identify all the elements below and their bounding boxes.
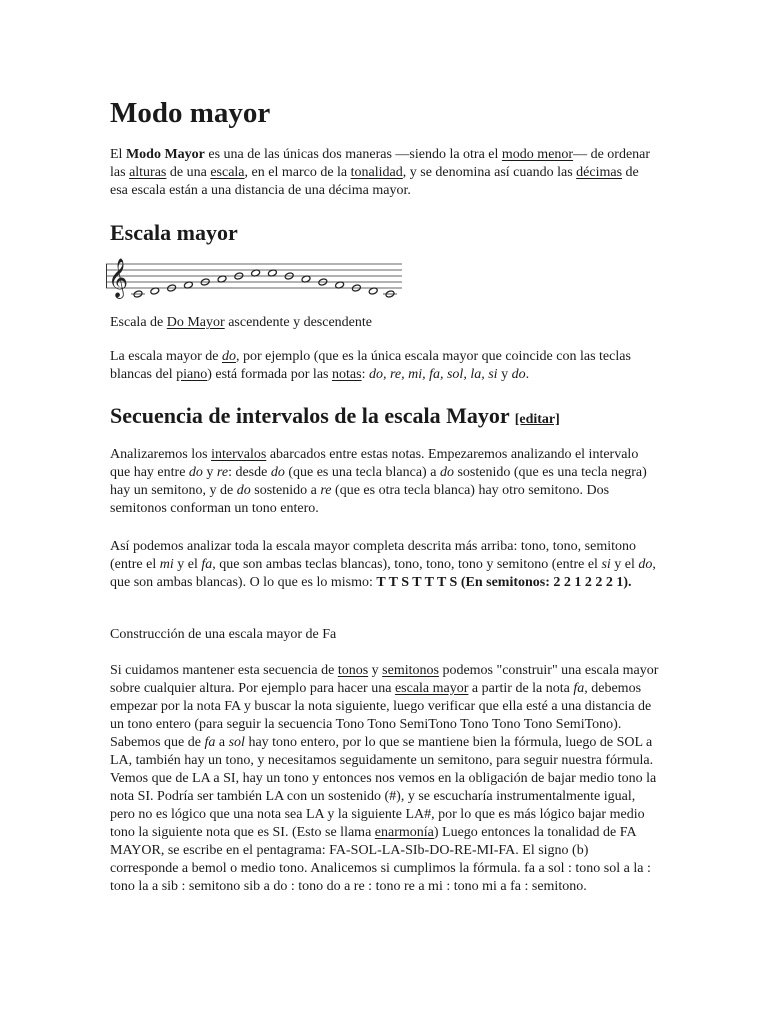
note-name: mi [159, 557, 174, 572]
link-notas[interactable]: notas [332, 367, 362, 382]
paragraph-escala-do [110, 348, 660, 384]
link-tonalidad[interactable]: tonalidad [350, 165, 403, 180]
link-enarmonia[interactable]: enarmonía [374, 825, 434, 840]
link-decimas[interactable]: décimas [576, 165, 623, 180]
note-name: do [188, 465, 203, 480]
text: abarcados entre estas notas. Empezaremos analizando el intervalo que hay entre [110, 447, 639, 480]
text: — de ordenar las [110, 147, 651, 180]
text: Escala de [110, 315, 167, 330]
link-alturas[interactable]: alturas [129, 165, 167, 180]
text: y [368, 663, 383, 678]
note-name: do [439, 465, 454, 480]
text: , que son ambas blancas). O lo que es lo mismo: [110, 557, 656, 590]
text: (que es otra tecla blanca) hay otro semitono. Dos semitonos conforman un tono entero. [110, 483, 610, 516]
treble-clef-icon: 𝄞 [108, 260, 129, 297]
link-escala-mayor[interactable]: escala mayor [394, 681, 469, 696]
paragraph-escala-completa [110, 538, 660, 592]
paragraph-analisis [110, 446, 660, 518]
section-heading-secuencia [110, 403, 560, 429]
text: es una de las únicas dos maneras —siendo la otra el [204, 147, 502, 162]
text: ) está formada por las [207, 367, 332, 382]
link-do[interactable]: do [221, 349, 236, 364]
link-piano[interactable]: piano [176, 367, 208, 382]
text: , por ejemplo (que es la única escala mayor que coincide con las teclas blancas del [110, 349, 631, 382]
text: y el [173, 557, 202, 572]
text: ascendente y descendente [224, 315, 373, 330]
text: podemos "construir" una escala mayor sobre cualquier altura. Por ejemplo para hacer una [110, 663, 659, 696]
text: sostenido a [250, 483, 321, 498]
note-name: do [236, 483, 251, 498]
text: (que es una tecla blanca) a [284, 465, 440, 480]
subheading-construccion: Construcción de una escala mayor de Fa [110, 627, 337, 642]
text: , en el marco de la [244, 165, 351, 180]
note-name: fa [201, 557, 213, 572]
intro-paragraph [110, 146, 660, 200]
note-name: do [511, 367, 526, 382]
link-intervalos[interactable]: intervalos [211, 447, 267, 462]
text: El [110, 147, 126, 162]
note-name: re [320, 483, 332, 498]
note-name: sol [228, 735, 245, 750]
edit-link[interactable]: [editar] [514, 412, 560, 427]
note-name: fa [204, 735, 216, 750]
text: y [497, 367, 512, 382]
text: y [202, 465, 217, 480]
text: Analizaremos los [110, 447, 212, 462]
note-name: re [216, 465, 229, 480]
section-heading-escala-mayor: Escala mayor [110, 220, 238, 245]
text: de esa escala están a una distancia de una décima mayor. [110, 165, 639, 198]
text: de una [166, 165, 211, 180]
heading-text: Secuencia de intervalos de la escala Mayor [110, 403, 510, 428]
text: : desde [228, 465, 271, 480]
text: hay tono entero, por lo que se mantiene bien la fórmula, luego de SOL a LA, también hay un tono, y necesitamos seguidamente un semitono, para seguir nuestra fórmula. Vemos que de LA a SI, hay un tono y entonces nos vemos en la obligación de bajar medio tono la nota SI. Podría ser también LA con un sostenido (#), y se escucharía instrumentalmente igual, pero no es lógico que una nota sea LA y la siguiente LA#, por lo que es más lógico bajar medio tono la siguiente nota que es SI. (Esto se llama [110, 735, 657, 840]
link-tonos[interactable]: tonos [337, 663, 369, 678]
note-name: do [270, 465, 285, 480]
text: a partir de la nota [468, 681, 574, 696]
note-name: do [638, 557, 653, 572]
link-semitonos[interactable]: semitonos [382, 663, 439, 678]
link-escala[interactable]: escala [210, 165, 245, 180]
text: sostenido (que es una tecla negra) hay un semitono, y de [110, 465, 647, 498]
note-name: fa [573, 681, 585, 696]
scale-notes [131, 269, 397, 298]
interval-formula: T T S T T T S (En semitonos: 2 2 1 2 2 2 1). [376, 575, 632, 590]
text: Si cuidamos mantener esta secuencia de [110, 663, 338, 678]
text: : [361, 367, 369, 382]
text: Así podemos analizar toda la escala mayor completa descrita más arriba: tono, tono, semitono (entre el [110, 539, 636, 572]
c-major-scale-staff [106, 256, 406, 300]
paragraph-construccion-fa [110, 662, 660, 896]
staff-caption [110, 314, 372, 332]
text: , debemos empezar por la nota FA y buscar la nota siguiente, luego verificar que ella esté a una distancia de un tono entero (para seguir la secuencia Tono Tono SemiTono Tono Tono Tono SemiTono). Sabemos que de [110, 681, 652, 750]
link-do-mayor[interactable]: Do Mayor [166, 315, 225, 330]
text: a [215, 735, 229, 750]
text: La escala mayor de [110, 349, 222, 364]
link-modo-menor[interactable]: modo menor [501, 147, 574, 162]
text: . [525, 367, 530, 382]
note-names: do, re, mi, fa, sol, la, si [368, 367, 498, 382]
text: , y se denomina así cuando las [402, 165, 577, 180]
text: y el [610, 557, 639, 572]
bold-term: Modo Mayor [125, 147, 205, 162]
page-title: Modo mayor [110, 97, 271, 129]
text: ) Luego entonces la tonalidad de FA MAYOR, se escribe en el pentagrama: FA-SOL-LA-SIb-DO-RE-MI-FA. El signo (b) corresponde a bemol o medio tono. Analicemos si cumplimos la fórmula. fa a sol : tono sol a la : tono la a sib : semitono sib a do : tono do a re : tono re a mi : tono mi a fa : semitono. [110, 825, 651, 894]
text: , que son ambas teclas blancas), tono, tono, tono y semitono (entre el [212, 557, 602, 572]
note-name: si [601, 557, 611, 572]
